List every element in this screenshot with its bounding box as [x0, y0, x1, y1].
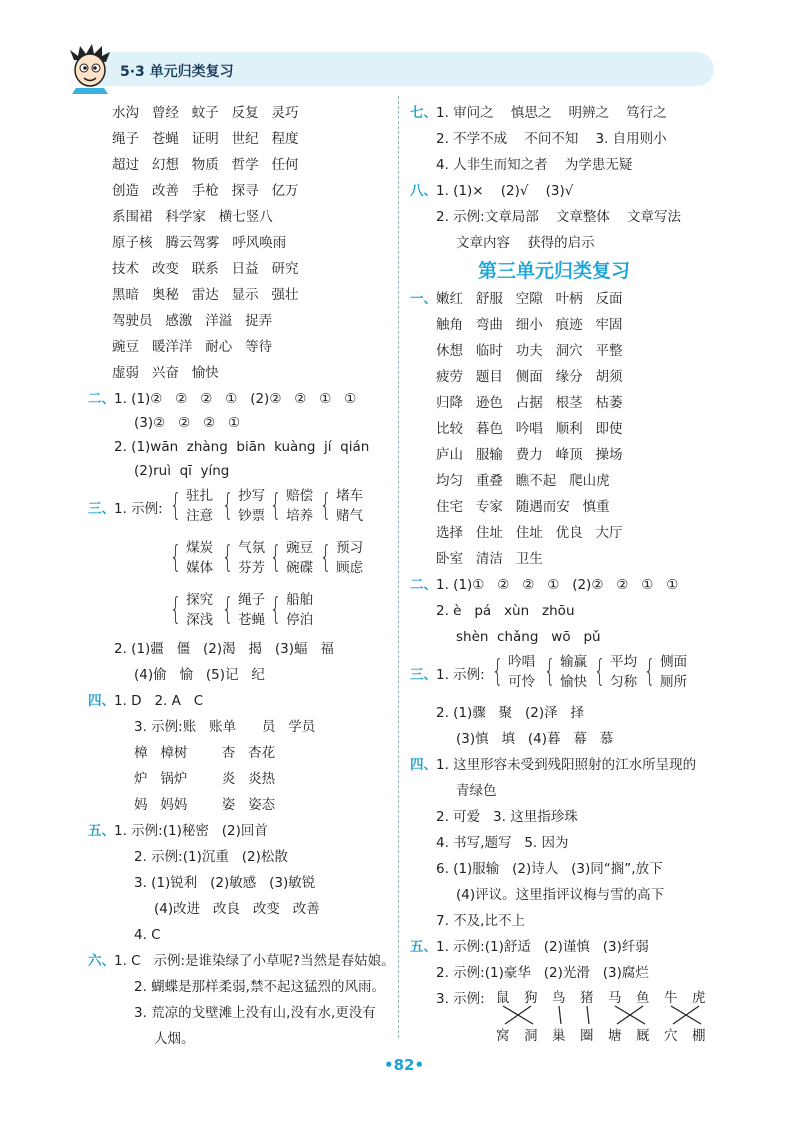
- word-row: 庐山 服输 费力 峰顶 操场: [436, 447, 623, 463]
- word-row: 系围裙 科学家 横七竖八: [112, 209, 273, 225]
- brace-word: 输赢: [560, 654, 588, 670]
- brace-word: 培养: [286, 508, 314, 524]
- brace-word: 豌豆: [286, 540, 314, 556]
- match-top-word: 猪: [580, 990, 594, 1006]
- brace-word: 碗碟: [286, 560, 314, 576]
- match-bottom-word: 洞: [524, 1028, 538, 1044]
- answer-line: (3)② ② ② ①: [134, 415, 241, 431]
- brace-group: [218, 590, 265, 630]
- answer-line: 炉 锅炉 炎 炎热: [134, 771, 276, 787]
- word-row: 绳子 苍蝇 证明 世纪 程度: [112, 131, 299, 147]
- word-row: 水沟 曾经 蚊子 反复 灵巧: [112, 105, 299, 121]
- header-title: 5·3 单元归类复习: [120, 64, 234, 80]
- brace-word: 抄写: [238, 488, 266, 504]
- brace-word: 赔偿: [286, 488, 314, 504]
- match-line: [617, 1006, 643, 1024]
- match-top-word: 鸟: [552, 990, 566, 1006]
- brace-icon: {: [319, 540, 332, 575]
- match-top-word: 狗: [524, 990, 538, 1006]
- answer-line: 7. 不及,比不上: [436, 913, 525, 929]
- brace-icon: {: [593, 654, 606, 689]
- brace-group: [266, 538, 313, 578]
- match-line: [505, 1006, 531, 1024]
- brace-word: 绳子: [238, 592, 266, 608]
- brace-word: 厕所: [660, 674, 688, 690]
- answer-line: 1. D 2. A C: [114, 693, 204, 709]
- answer-line: 樟 樟树 杏 杏花: [134, 745, 276, 761]
- brace-icon: {: [269, 488, 282, 523]
- brace-word: 预习: [336, 540, 364, 556]
- brace-icon: {: [491, 654, 504, 689]
- answer-line: 1. 示例:: [114, 501, 163, 517]
- answer-line: 2. 蝴蝶是那样柔弱,禁不起这猛烈的风雨。: [134, 979, 385, 995]
- answer-line: 2. (1)骤 聚 (2)泽 择: [436, 705, 585, 721]
- brace-group: [316, 538, 363, 578]
- match-bottom-word: 窝: [496, 1028, 510, 1044]
- brace-group: [266, 486, 313, 526]
- word-row: 卧室 清洁 卫生: [436, 551, 543, 567]
- brace-group: [540, 652, 587, 692]
- word-row: 触角 弯曲 细小 痕迹 牢固: [436, 317, 623, 333]
- answer-line: 1. (1)② ② ② ① (2)② ② ① ①: [114, 391, 357, 407]
- brace-group: [640, 652, 687, 692]
- answer-line: 人烟。: [154, 1031, 195, 1047]
- brace-word: 侧面: [660, 654, 688, 670]
- brace-word: 平均: [610, 654, 638, 670]
- brace-icon: {: [319, 488, 332, 523]
- word-row: 嫩红 舒服 空隙 叶柄 反面: [436, 291, 623, 307]
- word-row: 疲劳 题目 侧面 缘分 胡须: [436, 369, 623, 385]
- word-row: 均匀 重叠 瞧不起 爬山虎: [436, 473, 610, 489]
- answer-line: 1. 示例:(1)舒适 (2)谨慎 (3)纤弱: [436, 939, 649, 955]
- section-label: 三、: [88, 501, 115, 517]
- match-top-word: 马: [608, 990, 622, 1006]
- section-label: 二、: [88, 391, 115, 407]
- word-row: 超过 幻想 物质 哲学 任何: [112, 157, 299, 173]
- brace-word: 媒体: [186, 560, 214, 576]
- match-line: [587, 1006, 589, 1024]
- answer-line: 2. (1)疆 僵 (2)渴 揭 (3)蝠 福: [114, 641, 334, 657]
- word-row: 选择 住址 住址 优良 大厅: [436, 525, 623, 541]
- answer-line: 青绿色: [456, 783, 497, 799]
- brace-word: 愉快: [560, 674, 588, 690]
- answer-line: 3. 示例:: [436, 991, 485, 1007]
- answer-line: 4. 人非生而知之者 为学患无疑: [436, 157, 633, 173]
- brace-group: [316, 486, 363, 526]
- section-label: 五、: [410, 939, 437, 955]
- match-bottom-word: 穴: [664, 1028, 678, 1044]
- brace-word: 顾虑: [336, 560, 364, 576]
- answer-line: 1. 示例:: [436, 667, 485, 683]
- brace-icon: {: [269, 592, 282, 627]
- brace-word: 吟唱: [508, 654, 536, 670]
- answer-line: 1. 示例:(1)秘密 (2)回首: [114, 823, 268, 839]
- brace-word: 注意: [186, 508, 214, 524]
- word-row: 技术 改变 联系 日益 研究: [112, 261, 299, 277]
- answer-line: 1. (1)× (2)√ (3)√: [436, 183, 574, 199]
- brace-word: 芬芳: [238, 560, 266, 576]
- brace-icon: {: [169, 488, 182, 523]
- word-row: 虚弱 兴奋 愉快: [112, 365, 219, 381]
- answer-line: (4)评议。这里指评议梅与雪的高下: [456, 887, 665, 903]
- answer-line: (2)ruì qī yíng: [134, 463, 230, 479]
- brace-group: [166, 486, 213, 526]
- match-bottom-word: 圈: [580, 1028, 594, 1044]
- answer-line: 2. 示例:文章局部 文章整体 文章写法: [436, 209, 682, 225]
- brace-icon: {: [169, 592, 182, 627]
- answer-line: 1. (1)① ② ② ① (2)② ② ① ①: [436, 577, 679, 593]
- section-label: 五、: [88, 823, 115, 839]
- section-label: 八、: [410, 183, 437, 199]
- answer-line: 2. 示例:(1)豪华 (2)光滑 (3)腐烂: [436, 965, 649, 981]
- brace-group: [488, 652, 535, 692]
- answer-line: 4. C: [134, 927, 161, 943]
- match-top-word: 鼠: [496, 990, 510, 1006]
- brace-word: 匀称: [610, 674, 638, 690]
- section-label: 三、: [410, 667, 437, 683]
- brace-word: 煤炭: [186, 540, 214, 556]
- brace-word: 赌气: [336, 508, 364, 524]
- brace-icon: {: [221, 592, 234, 627]
- word-row: 原子核 腾云驾雾 呼风唤雨: [112, 235, 287, 251]
- brace-icon: {: [269, 540, 282, 575]
- answer-line: 2. è pá xùn zhōu: [436, 603, 575, 619]
- answer-line: 妈 妈妈 姿 姿态: [134, 797, 276, 813]
- brace-group: [266, 590, 313, 630]
- section-label: 七、: [410, 105, 437, 121]
- brace-group: [166, 590, 213, 630]
- brace-word: 堵车: [336, 488, 364, 504]
- brace-word: 钞票: [238, 508, 266, 524]
- brace-icon: {: [221, 488, 234, 523]
- match-line: [673, 1006, 699, 1024]
- brace-word: 探究: [186, 592, 214, 608]
- answer-line: (4)偷 愉 (5)记 纪: [134, 667, 265, 683]
- match-bottom-word: 厩: [636, 1028, 650, 1044]
- unit-title: 第三单元归类复习: [478, 260, 631, 282]
- column-divider: [398, 96, 399, 1038]
- word-row: 比较 暮色 吟唱 顺利 即使: [436, 421, 623, 437]
- answer-line: 2. 可爱 3. 这里指珍珠: [436, 809, 578, 825]
- answer-line: 3. 示例:账 账单 员 学员: [134, 719, 316, 735]
- brace-word: 驻扎: [186, 488, 214, 504]
- section-label: 一、: [410, 291, 437, 307]
- brace-group: [590, 652, 637, 692]
- brace-group: [218, 486, 265, 526]
- brace-word: 停泊: [286, 612, 314, 628]
- section-label: 二、: [410, 577, 437, 593]
- brace-group: [218, 538, 265, 578]
- answer-line: (4)改进 改良 改变 改善: [154, 901, 320, 917]
- brace-word: 可怜: [508, 674, 536, 690]
- brace-word: 深浅: [186, 612, 214, 628]
- matching-diagram: [490, 986, 710, 1042]
- word-row: 住宅 专家 随遇而安 慎重: [436, 499, 610, 515]
- match-bottom-word: 巢: [552, 1028, 566, 1044]
- match-bottom-word: 塘: [608, 1028, 622, 1044]
- match-top-word: 虎: [692, 990, 706, 1006]
- brace-icon: {: [169, 540, 182, 575]
- answer-line: 3. (1)锐利 (2)敏感 (3)敏锐: [134, 875, 316, 891]
- answer-line: 2. (1)wān zhàng biān kuàng jí qián: [114, 439, 370, 455]
- answer-line: 2. 示例:(1)沉重 (2)松散: [134, 849, 288, 865]
- brace-icon: {: [543, 654, 556, 689]
- word-row: 创造 改善 手枪 探寻 亿万: [112, 183, 299, 199]
- answer-line: (3)慎 填 (4)暮 幕 慕: [456, 731, 614, 747]
- answer-line: shèn chǎng wō pǔ: [456, 629, 601, 645]
- cartoon-boy-icon: [64, 42, 116, 94]
- answer-line: 1. C 示例:是谁染绿了小草呢?当然是春姑娘。: [114, 953, 395, 969]
- section-label: 四、: [410, 757, 437, 773]
- match-top-word: 牛: [664, 990, 678, 1006]
- brace-word: 苍蝇: [238, 612, 266, 628]
- match-line: [559, 1006, 561, 1024]
- match-bottom-word: 棚: [692, 1028, 706, 1044]
- section-label: 六、: [88, 953, 115, 969]
- word-row: 驾驶员 感激 洋溢 捉弄: [112, 313, 273, 329]
- page-number: •82•: [384, 1056, 425, 1074]
- answer-line: 3. 荒凉的戈壁滩上没有山,没有水,更没有: [134, 1005, 376, 1021]
- answer-line: 文章内容 获得的启示: [456, 235, 595, 251]
- word-row: 休想 临时 功夫 洞穴 平整: [436, 343, 623, 359]
- brace-word: 船舶: [286, 592, 314, 608]
- answer-line: 1. 审问之 慎思之 明辨之 笃行之: [436, 105, 667, 121]
- answer-line: 6. (1)服输 (2)诗人 (3)同“搁”,放下: [436, 861, 663, 877]
- brace-group: [166, 538, 213, 578]
- section-label: 四、: [88, 693, 115, 709]
- answer-line: 1. 这里形容未受到残阳照射的江水所呈现的: [436, 757, 697, 773]
- brace-word: 气氛: [238, 540, 266, 556]
- match-top-word: 鱼: [636, 990, 650, 1006]
- word-row: 黑暗 奥秘 雷达 显示 强壮: [112, 287, 299, 303]
- word-row: 豌豆 暖洋洋 耐心 等待: [112, 339, 273, 355]
- answer-line: 2. 不学不成 不问不知 3. 自用则小: [436, 131, 667, 147]
- word-row: 归降 逊色 占据 根茎 枯萎: [436, 395, 623, 411]
- brace-icon: {: [643, 654, 656, 689]
- answer-line: 4. 书写,题写 5. 因为: [436, 835, 569, 851]
- brace-icon: {: [221, 540, 234, 575]
